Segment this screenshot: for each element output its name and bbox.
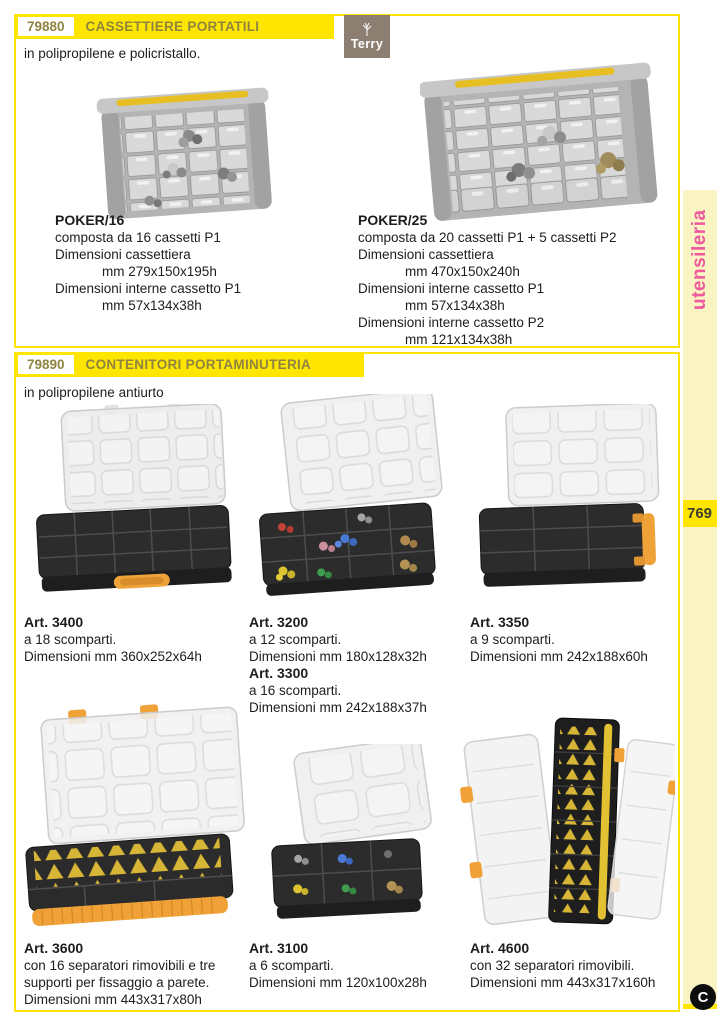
art3200-photo — [254, 394, 459, 616]
product-name: POKER/25 — [358, 212, 428, 228]
section-header — [14, 14, 334, 39]
product-art-number: Art. 3200 — [249, 614, 309, 630]
section-cassettiere-portatili — [14, 14, 680, 348]
poker25-photo — [420, 56, 660, 221]
section-subtitle: in polipropilene antiurto — [24, 385, 164, 400]
product-spec-poker16 — [55, 212, 355, 314]
product-art-number: Art. 3600 — [24, 940, 84, 956]
product-desc: a 6 scomparti. — [249, 958, 334, 973]
product-desc: a 18 scomparti. — [24, 632, 117, 647]
spec-line: mm 279x150x195h — [102, 264, 217, 279]
product-art-number: Art. 3300 — [249, 665, 309, 681]
terry-tree-icon — [358, 22, 376, 36]
section-subtitle: in polipropilene e policristallo. — [24, 46, 201, 61]
art4600-photo — [460, 707, 675, 945]
section-title: CASSETTIERE PORTATILI — [85, 19, 260, 34]
art3100-photo — [257, 744, 452, 936]
spec-line: mm 121x134x38h — [405, 332, 513, 347]
terry-logo — [344, 15, 390, 58]
product-dimensions: Dimensioni mm 242x188x60h — [470, 649, 648, 664]
product-art-number: Art. 3100 — [249, 940, 309, 956]
spec-line: composta da 20 cassetti P1 + 5 cassetti P2 — [358, 230, 617, 245]
product-dimensions: Dimensioni mm 120x100x28h — [249, 975, 427, 990]
spec-line: mm 57x134x38h — [405, 298, 505, 313]
product-desc: a 9 scomparti. — [470, 632, 555, 647]
section-header — [14, 352, 364, 377]
product-dimensions: Dimensioni mm 180x128x32h — [249, 649, 427, 664]
section-code-badge: 79880 — [18, 17, 74, 36]
product-desc: a 16 scomparti. — [249, 683, 342, 698]
product-dimensions: Dimensioni mm 360x252x64h — [24, 649, 202, 664]
product-spec-3200-3300 — [249, 614, 469, 716]
copyright-icon: C — [690, 984, 716, 1010]
spec-line: mm 470x150x240h — [405, 264, 520, 279]
product-art-number: Art. 3400 — [24, 614, 84, 630]
terry-brand-text: Terry — [350, 37, 384, 51]
product-spec-3350 — [470, 614, 690, 665]
product-desc: con 32 separatori rimovibili. — [470, 958, 635, 973]
side-tab-utensileria: utensileria — [689, 209, 710, 311]
section-title: CONTENITORI PORTAMINUTERIA — [85, 357, 312, 372]
product-desc: con 16 separatori rimovibili e tre — [24, 958, 216, 973]
product-dimensions: Dimensioni mm 443x317x160h — [470, 975, 656, 990]
section-contenitori-portaminuteria — [14, 352, 680, 1012]
art3350-photo — [465, 404, 670, 609]
art3400-photo — [24, 404, 244, 614]
spec-line: Dimensioni cassettiera — [358, 247, 494, 262]
spec-line: composta da 16 cassetti P1 — [55, 230, 221, 245]
spec-line: Dimensioni interne cassetto P2 — [358, 315, 545, 330]
art3600-photo — [20, 704, 252, 942]
product-art-number: Art. 3350 — [470, 614, 530, 630]
spec-line: mm 57x134x38h — [102, 298, 202, 313]
product-spec-3400 — [24, 614, 244, 665]
section-code-badge: 79890 — [18, 355, 74, 374]
product-desc: a 12 scomparti. — [249, 632, 342, 647]
product-name: POKER/16 — [55, 212, 125, 228]
product-art-number: Art. 4600 — [470, 940, 530, 956]
spec-line: Dimensioni interne cassetto P1 — [358, 281, 545, 296]
spec-line: Dimensioni cassettiera — [55, 247, 191, 262]
product-spec-3100 — [249, 940, 469, 991]
spec-line: Dimensioni interne cassetto P1 — [55, 281, 242, 296]
page-number: 769 — [683, 500, 717, 527]
product-dimensions: Dimensioni mm 443x317x80h — [24, 992, 202, 1007]
product-spec-4600 — [470, 940, 690, 991]
product-dimensions: Dimensioni mm 242x188x37h — [249, 700, 427, 715]
product-desc: supporti per fissaggio a parete. — [24, 975, 210, 990]
product-spec-poker25 — [358, 212, 673, 348]
poker16-photo — [94, 80, 280, 222]
product-spec-3600 — [24, 940, 244, 1008]
